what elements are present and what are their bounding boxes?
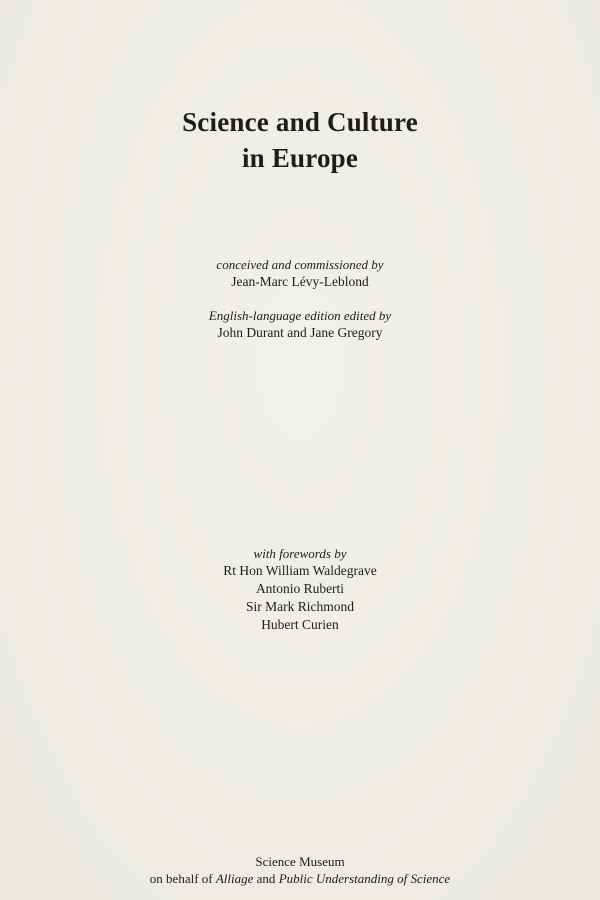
book-title-line-2: in Europe [241, 143, 359, 173]
behalf-prefix: on behalf of [149, 871, 213, 886]
conceived-credit [0, 256, 600, 290]
foreword-author: Antonio Ruberti [255, 581, 345, 596]
conceived-name: Jean-Marc Lévy-Leblond [231, 274, 369, 289]
editors-names: John Durant and Jane Gregory [217, 325, 383, 340]
publisher-block [0, 853, 600, 887]
forewords-credit [0, 545, 600, 634]
conceived-label: conceived and commissioned by [216, 257, 384, 272]
org-public-understanding: Public Understanding of Science [278, 871, 451, 886]
foreword-author: Hubert Curien [261, 617, 339, 632]
book-title-line-1: Science and Culture [182, 107, 418, 137]
behalf-and: and [256, 871, 276, 886]
org-alliage: Alliage [215, 871, 254, 886]
foreword-author: Rt Hon William Waldegrave [223, 563, 377, 578]
forewords-label: with forewords by [253, 546, 347, 561]
publisher-name: Science Museum [255, 854, 345, 869]
editors-credit [0, 307, 600, 341]
publisher-behalf-line [0, 870, 600, 887]
foreword-author: Sir Mark Richmond [246, 599, 354, 614]
book-title [0, 104, 600, 176]
editors-label: English-language edition edited by [208, 308, 392, 323]
